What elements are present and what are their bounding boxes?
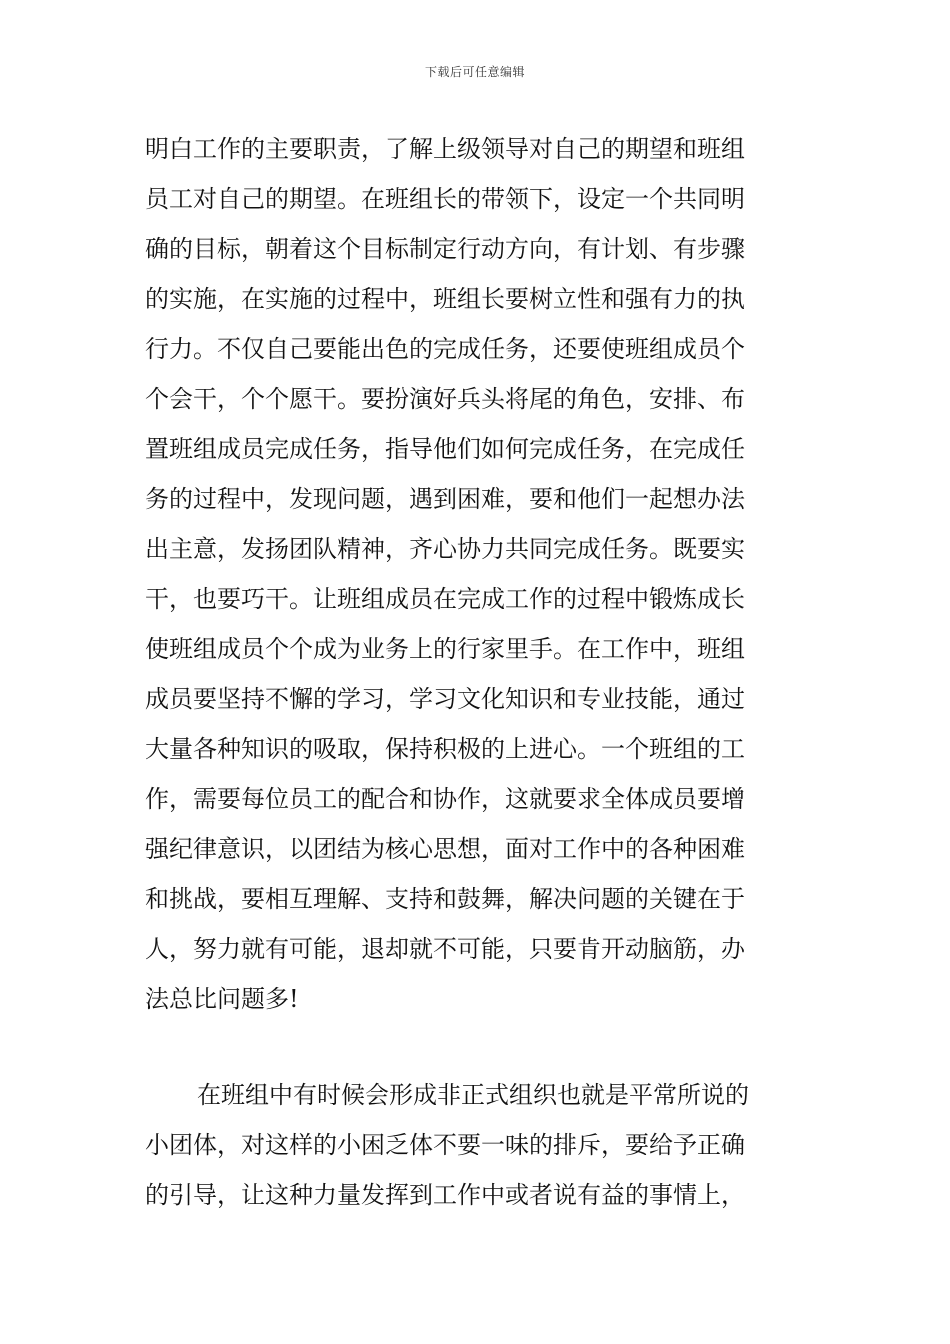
text-line: 使班组成员个个成为业务上的行家里手。在工作中，班组 (145, 635, 745, 663)
text-line: 强纪律意识，以团结为核心思想，面对工作中的各种困难 (145, 835, 745, 863)
text-line: 成员要坚持不懈的学习，学习文化知识和专业技能，通过 (145, 685, 745, 713)
text-line: 出主意，发扬团队精神，齐心协力共同完成任务。既要实 (145, 535, 745, 563)
text-line: 干，也要巧干。让班组成员在完成工作的过程中锻炼成长 (145, 585, 745, 613)
page-header: 下载后可任意编辑 (424, 65, 525, 79)
paragraph-1 (145, 124, 815, 1024)
text-line: 人，努力就有可能，退却就不可能，只要肯开动脑筋，办 (145, 935, 745, 963)
text-line: 大量各种知识的吸取，保持积极的上进心。一个班组的工 (145, 735, 745, 763)
text-line-indented: 在班组中有时候会形成非正式组织也就是平常所说的 (197, 1081, 749, 1109)
text-line: 行力。不仅自己要能出色的完成任务，还要使班组成员个 (145, 335, 745, 363)
text-line: 的实施，在实施的过程中，班组长要树立性和强有力的执 (145, 285, 745, 313)
text-line: 确的目标，朝着这个目标制定行动方向，有计划、有步骤 (145, 235, 745, 263)
text-line: 明白工作的主要职责，了解上级领导对自己的期望和班组 (145, 135, 745, 163)
text-line: 个会干，个个愿干。要扮演好兵头将尾的角色，安排、布 (145, 385, 745, 413)
text-line: 务的过程中，发现问题，遇到困难，要和他们一起想办法 (145, 485, 745, 513)
text-line: 的引导，让这种力量发挥到工作中或者说有益的事情上， (145, 1181, 745, 1209)
text-line: 置班组成员完成任务，指导他们如何完成任务，在完成任 (145, 435, 745, 463)
text-line: 员工对自己的期望。在班组长的带领下，设定一个共同明 (145, 185, 745, 213)
paragraph-2 (145, 1070, 815, 1220)
text-line: 作，需要每位员工的配合和协作，这就要求全体成员要增 (145, 785, 745, 813)
text-line: 法总比问题多! (145, 985, 299, 1013)
text-line: 和挑战，要相互理解、支持和鼓舞，解决问题的关键在于 (145, 885, 745, 913)
text-line: 小团体，对这样的小困乏体不要一味的排斥，要给予正确 (145, 1131, 745, 1159)
